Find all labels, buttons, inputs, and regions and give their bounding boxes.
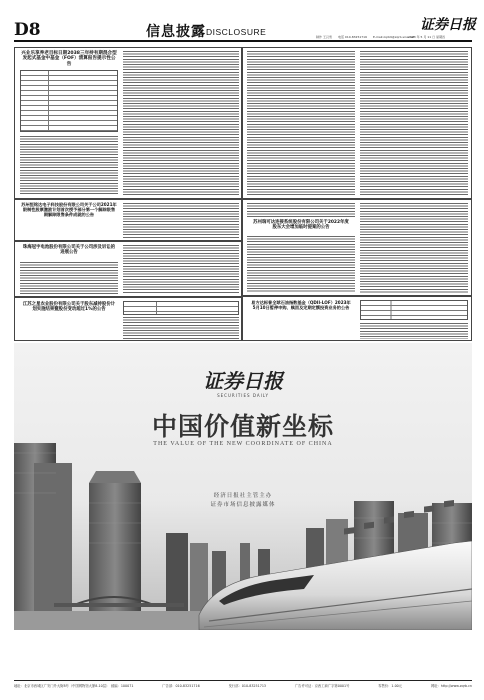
ad-slogan: 证券市场信息披露媒体 [210,502,276,508]
footer-distribution-phone: 发行部：010-83251713 [228,684,267,688]
footer-address: 地址：北京市西城区广安门外大街8号（中国网物馆大厦8-10层） 邮编：100071 [14,684,134,688]
footer-ad-phone: 广告部：010-83251716 [162,684,200,688]
header-rule [14,40,472,42]
section-title: 信息披露 [146,24,206,40]
footer-price: 零售价：1.00元 [378,684,403,688]
notice-title: 苏州恒铭达电子科技股份有限公司关于公司2021年限制性股票激励计划首次授予部分第一个解除限售期解除限售条件成就的公告 [21,202,117,217]
notice-table [20,70,118,132]
notice-title: 兴业乐享养老目标日期2038三年持有期混合型发起式基金中基金（FOF）清算报告提示性公告 [21,51,117,67]
notice-body-text [20,262,118,294]
issue-date: 2023 年 5 月 11 日 星期四 [408,35,446,39]
editor-info: 制作 王汉雪 电话 010-83251716 E-mail:zqrb9@zqrb.sina.net [316,35,415,39]
notice-title: 易方达标普全球石油指数基金（QDII-LOF）2023年5月10日暂停申购、赎回及定期定额投资业务的公告 [251,300,351,310]
section-title-en: DISCLOSURE [206,27,267,37]
notice-body-text [123,317,239,339]
footer-website: 网址：http://www.zqrb.cn [430,684,472,688]
ad-slogan: 经济日报社主管主办 [213,493,273,499]
notice-body-text [360,323,468,339]
notice-equity-incentive [14,199,242,241]
notice-litigation [14,241,242,297]
notice-title: 江苏之星农业股份有限公司关于股东减持股份计划实施结果暨股份变动超过1%的公告 [22,302,116,313]
notice-fund-clearance [14,47,242,199]
newspaper-masthead: 证券日报 [420,17,476,33]
notice-body-text [123,51,239,196]
promo-advertisement [14,343,472,630]
page-footer [14,683,472,693]
notice-shareholder-reduction [14,297,242,341]
notice-body-text [247,51,355,196]
notice-body-text [247,236,355,293]
notice-body-text [123,245,239,294]
notice-body-continued [242,47,472,199]
page-number: D8 [14,20,41,40]
notice-body-text [247,203,355,217]
notice-table [360,300,468,320]
ad-logo-sub: SECURITIES DAILY [217,393,269,398]
footer-ad-license: 广告许可证：京西工商广字第0001号 [294,684,350,688]
notice-title: 珠海冠宇电池股份有限公司关于公司涉及诉讼的进展公告 [22,245,116,256]
notice-agm-proposal [242,199,472,296]
ad-headline: 中国价值新坐标 [151,412,334,441]
ad-headline-en: THE VALUE OF THE NEW COORDINATE OF CHINA [153,441,333,447]
notice-body-text [360,51,468,196]
notice-table [123,301,239,315]
page-header [0,0,484,44]
footer-rule [14,680,472,681]
notice-body-text [20,136,118,196]
notice-body-text [360,203,468,293]
notice-qdii-suspension [242,296,472,341]
notice-title: 苏州瑞可达连接系统股份有限公司关于2022年度股东大会增加临时提案的公告 [253,220,349,231]
notice-body-text [123,203,239,239]
ad-logo: 证券日报 [203,369,283,393]
